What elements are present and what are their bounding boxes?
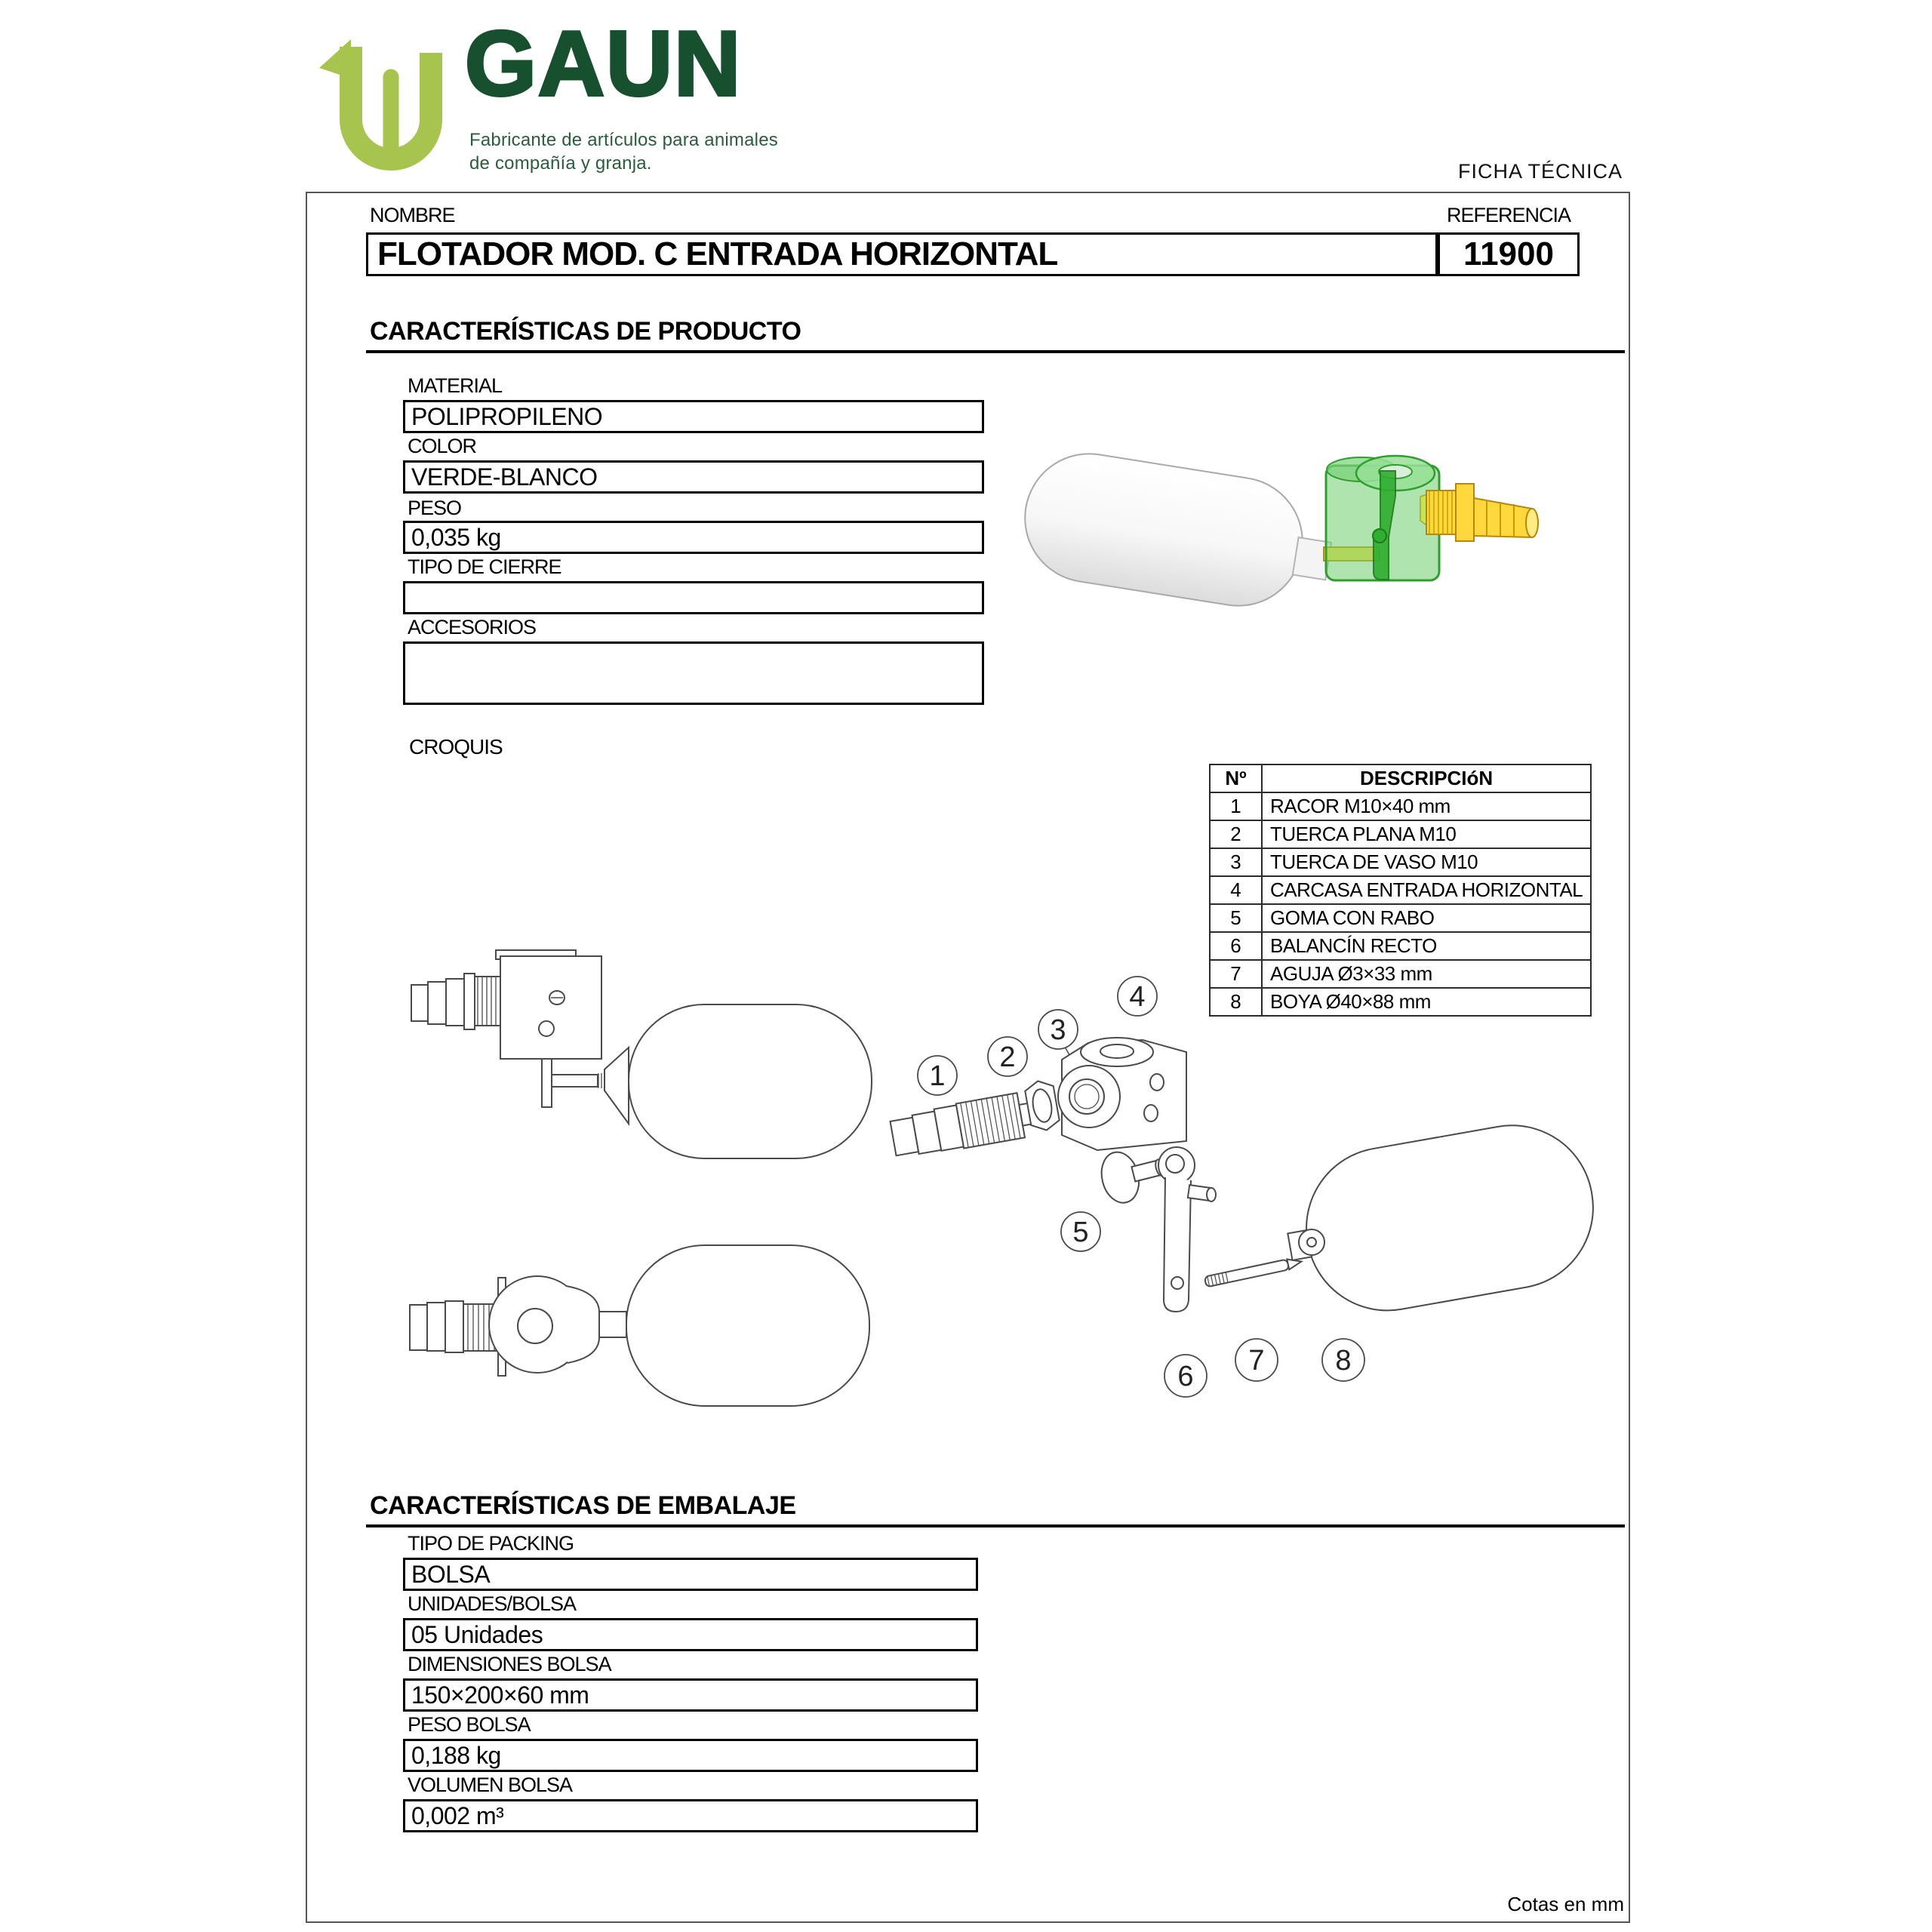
part-desc: CARCASA ENTRADA HORIZONTAL bbox=[1262, 876, 1591, 904]
datasheet-frame bbox=[306, 192, 1630, 1923]
reference-number: 11900 bbox=[1438, 232, 1580, 276]
units-note: Cotas en mm bbox=[1507, 1893, 1624, 1915]
table-row bbox=[1210, 792, 1591, 820]
callout-6: 6 bbox=[1177, 1361, 1194, 1392]
field-label: TIPO DE PACKING bbox=[408, 1532, 574, 1555]
callout-3: 3 bbox=[1050, 1014, 1066, 1046]
part-desc: GOMA CON RABO bbox=[1262, 904, 1591, 932]
croquis-label: CROQUIS bbox=[409, 735, 503, 758]
field-label: PESO bbox=[408, 497, 462, 519]
part-desc: BALANCÍN RECTO bbox=[1262, 932, 1591, 960]
packaging-section-rule bbox=[366, 1524, 1625, 1527]
parts-table-header-row bbox=[1210, 764, 1591, 792]
field-label: VOLUMEN BOLSA bbox=[408, 1774, 573, 1796]
callout-5: 5 bbox=[1072, 1217, 1089, 1248]
table-row bbox=[1210, 848, 1591, 876]
brand-tagline-line1: Fabricante de artículos para animales bbox=[469, 130, 778, 150]
brand-tagline-line2: de compañía y granja. bbox=[469, 153, 652, 174]
field-value: VERDE-BLANCO bbox=[403, 460, 984, 494]
product-render-image bbox=[1013, 424, 1541, 651]
part-num: 7 bbox=[1210, 960, 1262, 988]
field-label: ACCESORIOS bbox=[408, 616, 537, 638]
field-label: UNIDADES/BOLSA bbox=[408, 1592, 577, 1615]
part-num: 8 bbox=[1210, 988, 1262, 1016]
product-section-title: CARACTERÍSTICAS DE PRODUCTO bbox=[370, 317, 801, 346]
callout-8: 8 bbox=[1335, 1345, 1352, 1377]
part-desc: BOYA Ø40×88 mm bbox=[1262, 988, 1591, 1016]
part-num: 3 bbox=[1210, 848, 1262, 876]
callout-1: 1 bbox=[929, 1060, 946, 1092]
part-num: 5 bbox=[1210, 904, 1262, 932]
brand-wordmark: GAUN bbox=[465, 12, 743, 115]
field-label: MATERIAL bbox=[408, 374, 503, 397]
part-desc: RACOR M10×40 mm bbox=[1262, 792, 1591, 820]
part-desc: TUERCA DE VASO M10 bbox=[1262, 848, 1591, 876]
field-value: 0,002 m³ bbox=[403, 1799, 978, 1832]
nombre-label: NOMBRE bbox=[370, 204, 455, 226]
table-row bbox=[1210, 904, 1591, 932]
field-value bbox=[403, 641, 984, 705]
callout-7: 7 bbox=[1248, 1345, 1265, 1377]
parts-col-num: Nº bbox=[1210, 764, 1262, 792]
croquis-top-view bbox=[410, 1245, 869, 1406]
field-label: COLOR bbox=[408, 435, 477, 457]
part-num: 4 bbox=[1210, 876, 1262, 904]
table-row bbox=[1210, 876, 1591, 904]
part-num: 1 bbox=[1210, 792, 1262, 820]
callout-4: 4 bbox=[1129, 981, 1146, 1013]
field-value: 150×200×60 mm bbox=[403, 1678, 978, 1712]
render-fitting bbox=[1420, 484, 1538, 541]
product-section-rule bbox=[366, 350, 1625, 353]
field-label: PESO BOLSA bbox=[408, 1713, 531, 1736]
croquis-drawings bbox=[379, 937, 1632, 1428]
callout-2: 2 bbox=[999, 1041, 1016, 1073]
part-desc: AGUJA Ø3×33 mm bbox=[1262, 960, 1591, 988]
field-label: DIMENSIONES BOLSA bbox=[408, 1653, 611, 1675]
referencia-label: REFERENCIA bbox=[1446, 204, 1571, 226]
croquis-exploded-view bbox=[889, 1038, 1606, 1327]
croquis-side-view bbox=[411, 950, 872, 1158]
gaun-logo-icon bbox=[313, 8, 460, 187]
packaging-section-title: CARACTERÍSTICAS DE EMBALAJE bbox=[370, 1491, 796, 1520]
part-num: 2 bbox=[1210, 820, 1262, 848]
parts-col-desc: DESCRIPCIóN bbox=[1262, 764, 1591, 792]
field-value: 05 Unidades bbox=[403, 1618, 978, 1651]
field-value bbox=[403, 581, 984, 614]
field-value: 0,035 kg bbox=[403, 521, 984, 554]
document-type-label: FICHA TÉCNICA bbox=[1457, 160, 1623, 183]
part-desc: TUERCA PLANA M10 bbox=[1262, 820, 1591, 848]
field-value: POLIPROPILENO bbox=[403, 400, 984, 433]
float-body bbox=[1016, 445, 1340, 620]
field-label: TIPO DE CIERRE bbox=[408, 555, 561, 578]
product-name: FLOTADOR MOD. C ENTRADA HORIZONTAL bbox=[366, 232, 1438, 276]
field-value: BOLSA bbox=[403, 1558, 978, 1591]
table-row bbox=[1210, 820, 1591, 848]
field-value: 0,188 kg bbox=[403, 1739, 978, 1772]
part-num: 6 bbox=[1210, 932, 1262, 960]
